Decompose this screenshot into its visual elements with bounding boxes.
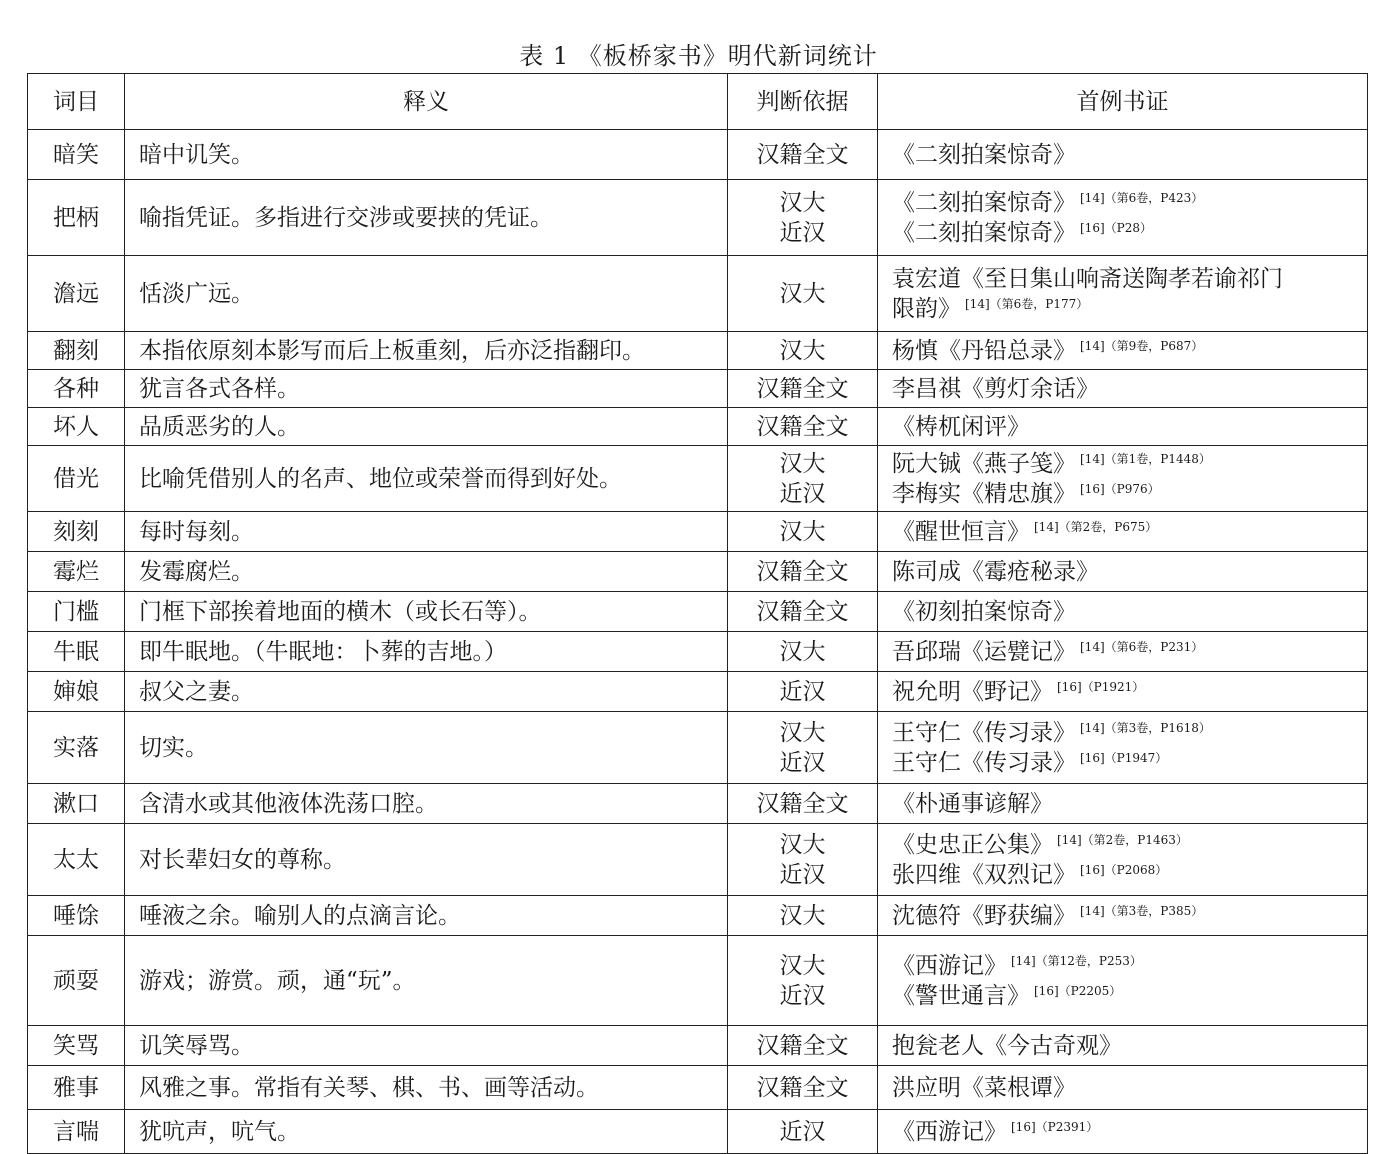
source-line — [892, 412, 1367, 442]
cell-basis — [728, 1066, 878, 1110]
source-line — [892, 294, 1367, 324]
basis-item: 近汉 — [779, 1118, 826, 1145]
cell-source — [878, 712, 1368, 784]
cell-source — [878, 446, 1368, 512]
source-citation: [14]（第12卷，P253） — [1011, 953, 1142, 968]
source-line — [892, 264, 1367, 294]
cell-word: 笑骂 — [28, 1026, 125, 1066]
source-title: 王守仁《传习录》 — [892, 749, 1076, 776]
source-title: 限韵》 — [892, 295, 961, 322]
source-title: 杨慎《丹铅总录》 — [892, 337, 1076, 364]
source-line — [892, 830, 1367, 860]
source-title: 吾邱瑞《运甓记》 — [892, 638, 1076, 665]
cell-definition: 恬淡广远。 — [125, 256, 728, 332]
cell-definition: 喻指凭证。多指进行交涉或要挟的凭证。 — [125, 180, 728, 256]
source-citation: [14]（第2卷，P675） — [1034, 519, 1158, 534]
source-citation: [14]（第6卷，P423） — [1080, 190, 1204, 205]
cell-basis — [728, 712, 878, 784]
basis-item: 近汉 — [779, 861, 826, 888]
cell-source — [878, 936, 1368, 1026]
cell-source — [878, 784, 1368, 824]
cell-basis — [728, 446, 878, 512]
new-words-table — [27, 73, 1368, 1154]
cell-source — [878, 896, 1368, 936]
basis-item: 汉大 — [779, 189, 826, 216]
source-title: 《梼杌闲评》 — [892, 413, 1030, 440]
header-row — [28, 74, 1368, 130]
cell-source — [878, 1110, 1368, 1154]
cell-definition: 犹言各式各样。 — [125, 370, 728, 408]
basis-item: 汉大 — [779, 902, 826, 929]
table-row — [28, 512, 1368, 552]
table-row — [28, 712, 1368, 784]
cell-basis — [728, 256, 878, 332]
cell-definition: 对长辈妇女的尊称。 — [125, 824, 728, 896]
source-line — [892, 1073, 1367, 1103]
source-line — [892, 1117, 1367, 1147]
cell-word: 唾馀 — [28, 896, 125, 936]
cell-source — [878, 1026, 1368, 1066]
cell-source — [878, 256, 1368, 332]
source-title: 祝允明《野记》 — [892, 678, 1053, 705]
table-row — [28, 256, 1368, 332]
source-line — [892, 718, 1367, 748]
table-row — [28, 936, 1368, 1026]
source-title: 阮大铖《燕子笺》 — [892, 450, 1076, 477]
basis-item: 近汉 — [779, 219, 826, 246]
source-citation: [14]（第1卷，P1448） — [1080, 451, 1211, 466]
basis-item: 汉籍全文 — [756, 1032, 849, 1059]
source-title: 《二刻拍案惊奇》 — [892, 219, 1076, 246]
cell-definition: 切实。 — [125, 712, 728, 784]
basis-item: 近汉 — [779, 749, 826, 776]
table-row — [28, 552, 1368, 592]
source-citation: [16]（P2068） — [1080, 862, 1168, 877]
cell-word: 顽耍 — [28, 936, 125, 1026]
table-row — [28, 1066, 1368, 1110]
basis-item: 近汉 — [779, 982, 826, 1009]
table-row — [28, 370, 1368, 408]
source-citation: [16]（P1921） — [1057, 679, 1145, 694]
source-citation: [16]（P2205） — [1034, 983, 1122, 998]
basis-item: 汉籍全文 — [756, 1074, 849, 1101]
cell-definition: 犹吭声，吭气。 — [125, 1110, 728, 1154]
table-row — [28, 1110, 1368, 1154]
cell-basis — [728, 1110, 878, 1154]
cell-word: 雅事 — [28, 1066, 125, 1110]
basis-item: 近汉 — [779, 480, 826, 507]
cell-definition: 门框下部挨着地面的横木（或长石等）。 — [125, 592, 728, 632]
cell-basis — [728, 936, 878, 1026]
source-citation: [14]（第6卷，P177） — [965, 296, 1089, 311]
cell-definition: 发霉腐烂。 — [125, 552, 728, 592]
cell-definition: 本指依原刻本影写而后上板重刻，后亦泛指翻印。 — [125, 332, 728, 370]
cell-definition: 叔父之妻。 — [125, 672, 728, 712]
source-title: 《二刻拍案惊奇》 — [892, 141, 1076, 168]
source-title: 《西游记》 — [892, 952, 1007, 979]
source-line — [892, 637, 1367, 667]
source-title: 《朴通事谚解》 — [892, 790, 1053, 817]
source-citation: [16]（P2391） — [1011, 1119, 1099, 1134]
basis-item: 汉大 — [779, 952, 826, 979]
source-line — [892, 374, 1367, 404]
source-line — [892, 1031, 1367, 1061]
source-title: 《醒世恒言》 — [892, 518, 1030, 545]
source-title: 《史忠正公集》 — [892, 831, 1053, 858]
table-row — [28, 672, 1368, 712]
header-word: 词目 — [28, 74, 125, 130]
source-title: 李昌祺《剪灯余话》 — [892, 375, 1099, 402]
source-line — [892, 677, 1367, 707]
cell-word: 门槛 — [28, 592, 125, 632]
cell-basis — [728, 180, 878, 256]
table-row — [28, 446, 1368, 512]
cell-source — [878, 672, 1368, 712]
source-line — [892, 860, 1367, 890]
source-line — [892, 901, 1367, 931]
source-title: 沈德符《野获编》 — [892, 902, 1076, 929]
basis-item: 汉大 — [779, 831, 826, 858]
basis-item: 汉大 — [779, 638, 826, 665]
source-line — [892, 336, 1367, 366]
source-line — [892, 140, 1367, 170]
basis-item: 汉大 — [779, 450, 826, 477]
table-row — [28, 896, 1368, 936]
source-line — [892, 951, 1367, 981]
cell-definition: 比喻凭借别人的名声、地位或荣誉而得到好处。 — [125, 446, 728, 512]
table-row — [28, 1026, 1368, 1066]
header-basis: 判断依据 — [728, 74, 878, 130]
source-title: 抱瓮老人《今古奇观》 — [892, 1032, 1122, 1059]
cell-word: 澹远 — [28, 256, 125, 332]
cell-definition: 暗中讥笑。 — [125, 130, 728, 180]
cell-source — [878, 370, 1368, 408]
table-row — [28, 784, 1368, 824]
cell-word: 霉烂 — [28, 552, 125, 592]
source-citation: [16]（P28） — [1080, 220, 1152, 235]
cell-basis — [728, 130, 878, 180]
cell-definition: 讥笑辱骂。 — [125, 1026, 728, 1066]
basis-item: 汉籍全文 — [756, 558, 849, 585]
cell-source — [878, 552, 1368, 592]
cell-source — [878, 824, 1368, 896]
cell-word: 暗笑 — [28, 130, 125, 180]
basis-item: 汉籍全文 — [756, 141, 849, 168]
source-citation: [14]（第3卷，P385） — [1080, 903, 1204, 918]
cell-word: 各种 — [28, 370, 125, 408]
cell-source — [878, 1066, 1368, 1110]
cell-word: 翻刻 — [28, 332, 125, 370]
cell-basis — [728, 672, 878, 712]
cell-source — [878, 130, 1368, 180]
source-citation: [14]（第2卷，P1463） — [1057, 832, 1188, 847]
source-title: 袁宏道《至日集山响斋送陶孝若谕祁门 — [892, 265, 1283, 292]
cell-basis — [728, 1026, 878, 1066]
cell-word: 言喘 — [28, 1110, 125, 1154]
cell-definition: 风雅之事。常指有关琴、棋、书、画等活动。 — [125, 1066, 728, 1110]
basis-item: 汉大 — [779, 719, 826, 746]
source-line — [892, 597, 1367, 627]
basis-item: 汉大 — [779, 518, 826, 545]
cell-word: 借光 — [28, 446, 125, 512]
source-line — [892, 981, 1367, 1011]
table-caption: 表 1 《板桥家书》明代新词统计 — [519, 42, 878, 70]
cell-definition: 唾液之余。喻别人的点滴言论。 — [125, 896, 728, 936]
source-line — [892, 557, 1367, 587]
cell-basis — [728, 592, 878, 632]
cell-word: 婶娘 — [28, 672, 125, 712]
cell-source — [878, 592, 1368, 632]
source-title: 《初刻拍案惊奇》 — [892, 598, 1076, 625]
table-row — [28, 592, 1368, 632]
cell-basis — [728, 552, 878, 592]
source-citation: [14]（第9卷，P687） — [1080, 338, 1204, 353]
cell-word: 实落 — [28, 712, 125, 784]
cell-word: 漱口 — [28, 784, 125, 824]
cell-definition: 含清水或其他液体洗荡口腔。 — [125, 784, 728, 824]
source-title: 王守仁《传习录》 — [892, 719, 1076, 746]
basis-item: 汉籍全文 — [756, 598, 849, 625]
basis-item: 汉大 — [779, 337, 826, 364]
cell-source — [878, 512, 1368, 552]
cell-basis — [728, 896, 878, 936]
basis-item: 汉籍全文 — [756, 790, 849, 817]
table-row — [28, 632, 1368, 672]
cell-definition: 每时每刻。 — [125, 512, 728, 552]
source-citation: [14]（第6卷，P231） — [1080, 639, 1204, 654]
cell-basis — [728, 332, 878, 370]
cell-word: 坏人 — [28, 408, 125, 446]
cell-source — [878, 180, 1368, 256]
source-line — [892, 517, 1367, 547]
basis-item: 汉籍全文 — [756, 375, 849, 402]
table-row — [28, 824, 1368, 896]
cell-word: 把柄 — [28, 180, 125, 256]
source-line — [892, 748, 1367, 778]
source-title: 洪应明《菜根谭》 — [892, 1074, 1076, 1101]
source-title: 《警世通言》 — [892, 982, 1030, 1009]
cell-source — [878, 332, 1368, 370]
source-title: 李梅实《精忠旗》 — [892, 480, 1076, 507]
source-line — [892, 479, 1367, 509]
cell-definition: 即牛眠地。（牛眠地：卜葬的吉地。） — [125, 632, 728, 672]
cell-basis — [728, 370, 878, 408]
cell-basis — [728, 824, 878, 896]
header-source: 首例书证 — [878, 74, 1368, 130]
source-title: 陈司成《霉疮秘录》 — [892, 558, 1099, 585]
cell-source — [878, 408, 1368, 446]
source-citation: [16]（P1947） — [1080, 750, 1168, 765]
cell-basis — [728, 784, 878, 824]
cell-word: 牛眠 — [28, 632, 125, 672]
cell-basis — [728, 632, 878, 672]
source-title: 张四维《双烈记》 — [892, 861, 1076, 888]
table-row — [28, 130, 1368, 180]
cell-word: 刻刻 — [28, 512, 125, 552]
basis-item: 汉籍全文 — [756, 413, 849, 440]
source-title: 《二刻拍案惊奇》 — [892, 189, 1076, 216]
cell-definition: 游戏；游赏。顽，通“玩”。 — [125, 936, 728, 1026]
cell-definition: 品质恶劣的人。 — [125, 408, 728, 446]
source-line — [892, 789, 1367, 819]
source-line — [892, 218, 1367, 248]
source-line — [892, 188, 1367, 218]
basis-item: 汉大 — [779, 280, 826, 307]
cell-basis — [728, 512, 878, 552]
table-row — [28, 408, 1368, 446]
header-definition: 释义 — [125, 74, 728, 130]
source-citation: [16]（P976） — [1080, 481, 1160, 496]
source-citation: [14]（第3卷，P1618） — [1080, 720, 1211, 735]
basis-item: 近汉 — [779, 678, 826, 705]
table-row — [28, 180, 1368, 256]
source-line — [892, 449, 1367, 479]
source-title: 《西游记》 — [892, 1118, 1007, 1145]
cell-source — [878, 632, 1368, 672]
table-row — [28, 332, 1368, 370]
cell-word: 太太 — [28, 824, 125, 896]
cell-basis — [728, 408, 878, 446]
